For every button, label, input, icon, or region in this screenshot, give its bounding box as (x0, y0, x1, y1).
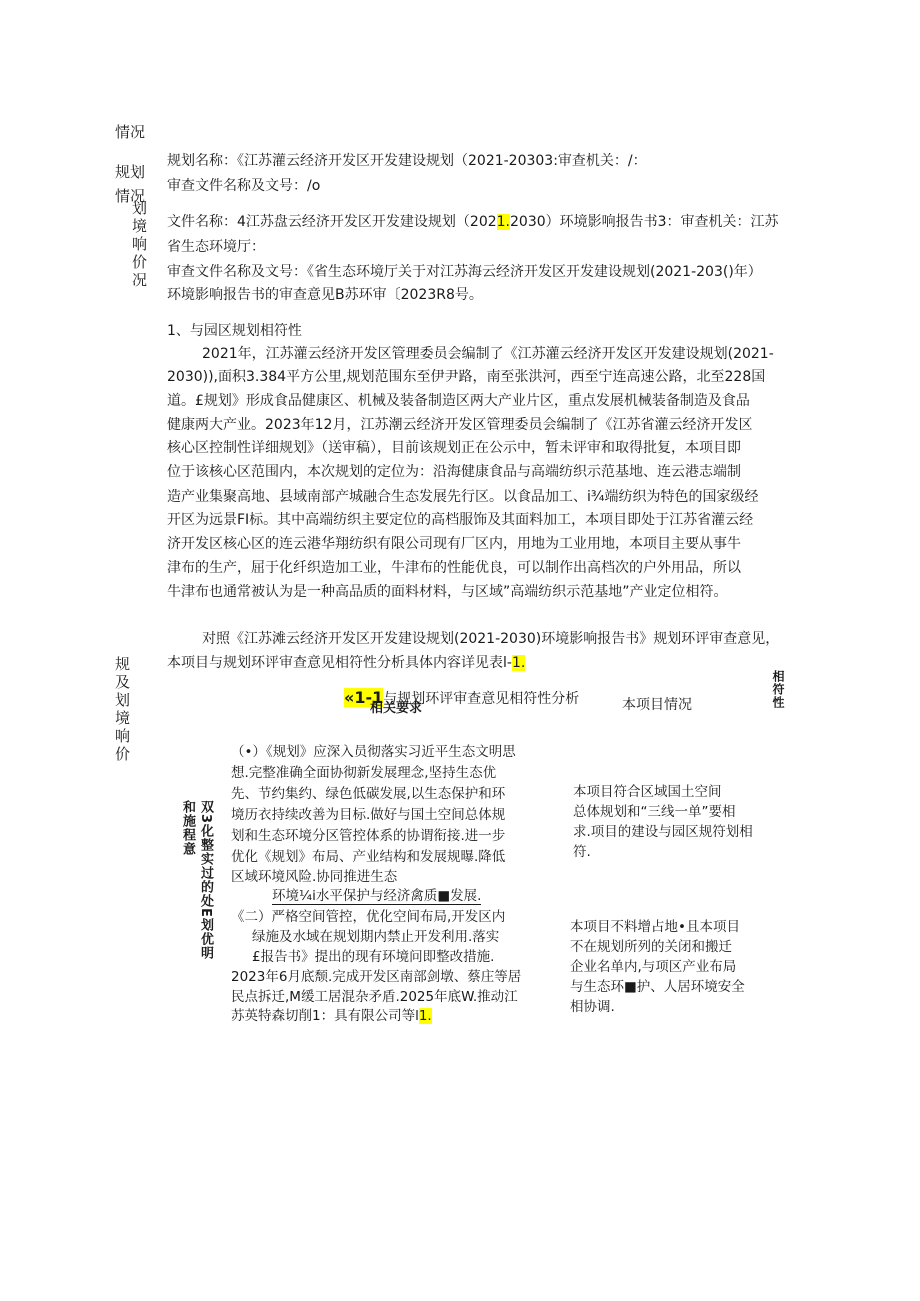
req1-line-3: 先、节约集约、绿色低碳发展,以生态保护和环 (231, 786, 506, 802)
eia-highlight: 1. (496, 214, 510, 230)
side-label-situation-2: 情况 (115, 187, 146, 205)
body-line-3: 道。£规划》形成食品健康区、机械及装备制造区两大产业片区，重点发展机械装备制造及食品 (167, 393, 750, 409)
req2-highlight: 1. (418, 1008, 432, 1024)
req1-line-7: 区域环境风险.协同推进生态 (231, 869, 398, 885)
body-line-5: 核心区控制性详细规划》（送审稿），目前该规划正在公示中，暂未评审和取得批复，本项目即 (167, 440, 741, 456)
proj2-line-4: 与生态环■护、人居环境安全 (570, 979, 745, 995)
side-label-kuang: 况 (132, 271, 148, 289)
req2-line-1: 《二）严格空间管控，优化空间布局,开发区内 (231, 909, 506, 925)
proj1-line-2: 总体规划和“三线一单”要相 (573, 804, 736, 820)
section-heading: 1、与园区规划相符性 (167, 323, 302, 339)
table-caption-text: 与规划环评审查意见相符性分析 (383, 691, 580, 707)
compare-line-2-text: 本项目与规划环评审查意见相符性分析具体内容详见表l- (167, 655, 512, 671)
req2-line-6-text: 苏英特森切削1：具有限公司等l (231, 1008, 419, 1024)
proj1-line-4: 符. (573, 844, 591, 860)
proj2-line-3: 企业名单内,与项区产业布局 (570, 959, 737, 975)
body-line-9: 济开发区核心区的连云港华翔纺织有限公司现有厂区内，用地为工业用地，本项目主要从事牛 (167, 536, 741, 552)
eia-review-doc-line-2: 环境影响报告书的审查意见B苏环审〔2023R8号。 (167, 287, 483, 303)
side-label-jing-2: 境 (115, 709, 131, 727)
proj2-line-5: 相协调. (570, 999, 615, 1015)
req2-line-2: 绿施及水域在规划期内禁止开发利用.落实 (252, 929, 500, 945)
compare-highlight: 1. (511, 655, 526, 671)
eia-file-name-line (167, 211, 779, 231)
side-label-jing: 境 (132, 217, 148, 235)
table-header-requirement: 相关要求 (370, 701, 423, 716)
req1-line-6: 优化《规划》布局、产业结构和发展规曝.降低 (231, 849, 506, 865)
req1-line-4: 境历衣持续改善为目标.做好与国土空间总体规 (231, 807, 506, 823)
req1-line-5: 划和生态环境分区管控体系的协谓衔接.进一步 (231, 828, 506, 844)
body-line-2: 2030)),面积3.384平方公里,规划范围东至伊尹路，南至张洪河，西至宁连高速公路，北至228国 (167, 369, 766, 385)
table-caption-number: «1-1 (344, 688, 384, 707)
side-label-situation: 情况 (115, 123, 146, 141)
plan-name-line: 规划名称：《江苏灌云经济开发区开发建设规划（2021-20303:审查机关：/： (167, 153, 647, 169)
req1-line-1: （•）《规划》应深入员彻落实习近平生态文明思 (231, 744, 516, 760)
table-header-project: 本项目情况 (622, 697, 692, 713)
side-label-jia: 价 (132, 253, 148, 271)
side-label-xiang: 响 (132, 235, 148, 253)
req2-line-3: £报告书》提出的现有环境问即整改措施. (252, 949, 495, 965)
proj2-line-2: 不在规划所列的关闭和搬迁 (570, 939, 732, 955)
proj2-line-1: 本项目不料增占地•且本项目 (570, 919, 740, 935)
eia-review-doc-line: 审查文件名称及文号：《省生态环境厅关于对江苏海云经济开发区开发建设规划(2021-203()年） (167, 264, 762, 280)
side-label-xiang-2: 响 (115, 727, 131, 745)
body-line-4: 健康两大产业。2023年12月，江苏潮云经济开发区管理委员会编制了《江苏省灌云经济开发区 (167, 417, 753, 433)
proj1-line-3: 求.项目的建设与园区规符划相 (573, 824, 753, 840)
req2-line-4: 2023年6月底颓.完成开发区南部剑墩、蔡庄等居 (231, 969, 522, 985)
compare-line-1: 对照《江苏滩云经济开发区开发建设规划(2021-2030)环境影响报告书》规划环评审查意见， (202, 631, 780, 647)
body-line-10: 津布的生产，屈于化纤织造加工业，牛津布的性能优良，可以制作出高档次的户外用品，所以 (167, 560, 741, 576)
eia-authority-line: 省生态环境厅： (167, 239, 265, 255)
side-label-hua: 划 (132, 199, 148, 217)
body-line-1: 2021年，江苏灌云经济开发区管理委员会编制了《江苏灌云经济开发区开发建设规划(2021- (202, 346, 774, 362)
eia-file-name-a: 文件名称：4江苏盘云经济开发区开发建设规划（202 (167, 214, 497, 230)
req2-line-5: 民点拆迁,M缓工居混杂矛盾.2025年底W.推动江 (231, 989, 518, 1005)
req1-line-2: 想.完整准确全面协彻新发展理念,坚持生态优 (231, 765, 497, 781)
eia-file-name-b: 2030）环境影响报告书3：审查机关：江苏 (510, 214, 779, 230)
req2-line-6 (231, 1004, 432, 1024)
body-line-7: 造产业集聚高地、县域南部产城融合生态发展先行区。以食品加工、i¾端纺织为特色的国家级经 (167, 489, 759, 505)
body-line-11: 牛津布也通常被认为是一种高品质的面料材料，与区域”高端纺织示范基地”产业定位相符。 (167, 584, 728, 600)
compare-line-2 (167, 652, 525, 672)
table-header-conformity: 相符性 (771, 670, 785, 709)
proj1-line-1: 本项目符合区域国土空间 (573, 784, 722, 800)
side-label-ji: 及 (115, 673, 131, 691)
body-line-8: 开区为远景FI标。其中高端纺织主要定位的高档服饰及其面料加工，本项目即处于江苏省灌云经 (167, 512, 754, 528)
table-left-col-1: 双3化整实过的处E划优明 (198, 800, 213, 960)
side-label-gui: 规 (115, 655, 131, 673)
side-label-jia-2: 价 (115, 745, 131, 763)
side-label-hua-2: 划 (115, 691, 131, 709)
body-line-6: 位于该核心区范围内，本次规划的定位为：沿海健康食品与高端纺织示范基地、连云港志端制 (167, 464, 741, 480)
table-left-col-2: 和施程意 (180, 800, 195, 856)
plan-review-doc-line: 审查文件名称及文号：/o (167, 178, 321, 194)
side-label-plan: 规划 (115, 163, 146, 181)
req1-underlined-line: 环境¼i水平保护与经济禽质■发展. (272, 884, 481, 905)
